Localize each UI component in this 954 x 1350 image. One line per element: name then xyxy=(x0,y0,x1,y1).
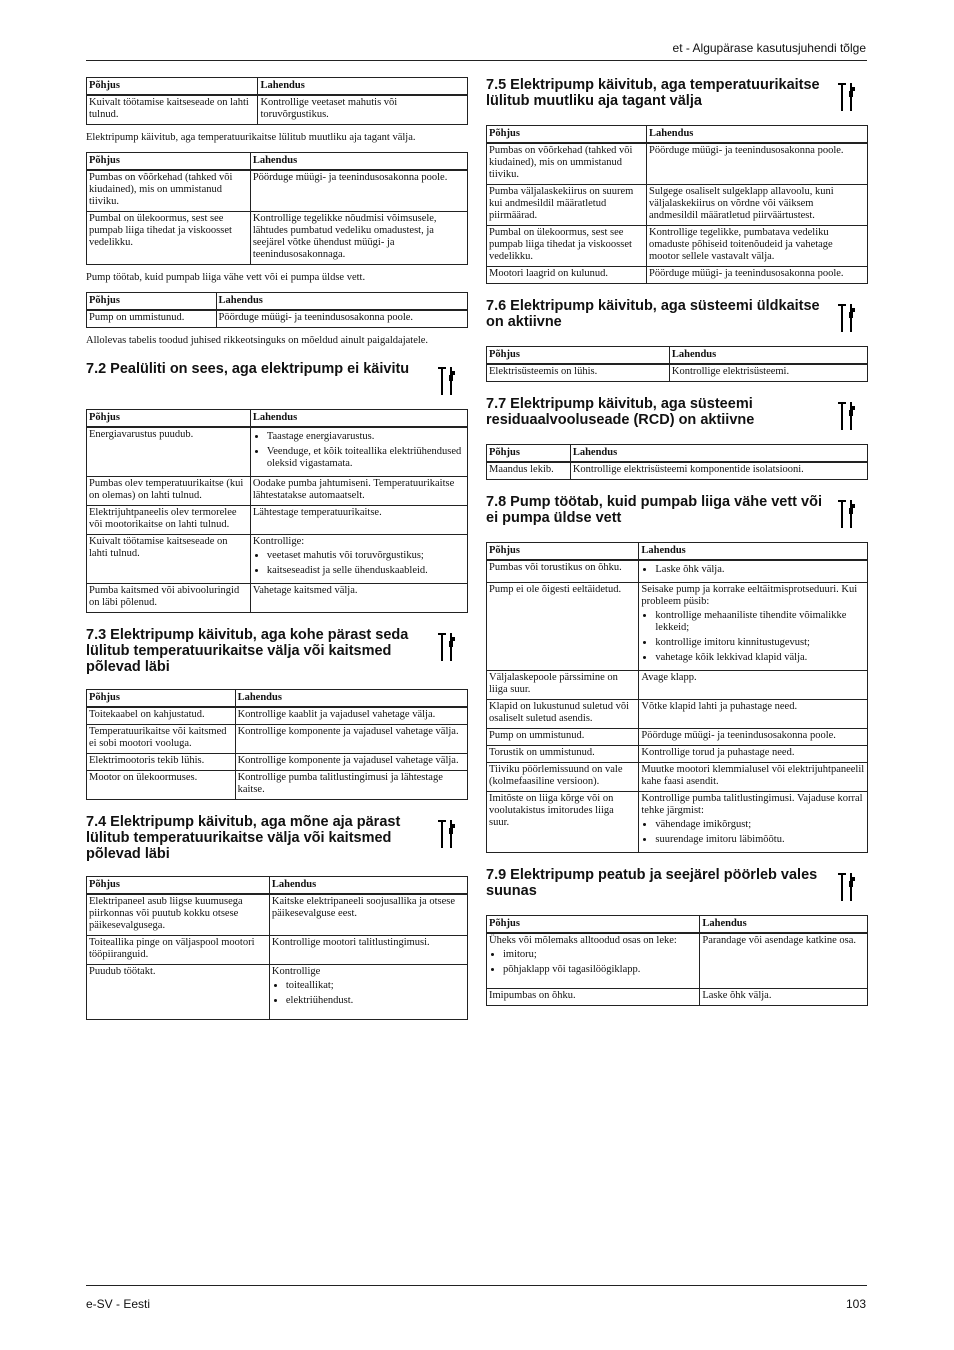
cause-cell: Pumbas olev temperatuurikaitse (kui on olemas) on lahti tulnud. xyxy=(87,477,251,506)
bullet-item: • imitoru; xyxy=(503,949,697,961)
remedy-cell xyxy=(250,427,467,477)
table-row xyxy=(87,427,468,477)
col-remedy: Lahendus xyxy=(235,690,467,708)
remedy-cell: Lähtestage temperatuurikaitse. xyxy=(250,506,467,535)
remedy-cell: Kontrollige veetaset mahutis või toruvõrgustikus. xyxy=(258,95,468,125)
table-row xyxy=(87,725,468,754)
cause-cell: Pumbal on ülekoormus, sest see pumpab liiga tihedat ja viskoosset vedelikku. xyxy=(87,212,251,265)
remedy-cell: Pöörduge müügi- ja teenindusosakonna poole. xyxy=(216,310,467,328)
remedy-cell: Pöörduge müügi- ja teenindusosakonna poole. xyxy=(250,170,467,212)
cause-cell: Elektripaneel asub liigse kuumusega piirkonnas või puutub kokku otsese päikesevalgusega. xyxy=(87,894,270,936)
col-remedy: Lahendus xyxy=(216,293,467,311)
cause-cell: Imipumbas on õhku. xyxy=(487,989,700,1006)
page-number: 103 xyxy=(845,1297,866,1311)
header-rule xyxy=(86,60,867,61)
col-remedy: Lahendus xyxy=(258,78,468,96)
col-cause: Põhjus xyxy=(87,153,251,171)
remedy-text: Seisake pump ja korrake eeltäitmisprotseduuri. Kui probleem püsib: xyxy=(641,584,858,607)
tools-icon xyxy=(838,83,856,111)
table-row xyxy=(487,364,868,382)
col-remedy: Lahendus xyxy=(700,916,868,934)
table-row xyxy=(487,226,868,267)
table-row xyxy=(487,267,868,284)
col-cause: Põhjus xyxy=(87,410,251,428)
note-text: Pump töötab, kuid pumpab liiga vähe vett või ei pumpa üldse vett. xyxy=(86,272,366,283)
table-7-3 xyxy=(86,689,468,800)
table-7-7 xyxy=(486,444,868,480)
cause-cell: Elektrijuhtpaneelis olev termorelee või mootorikaitse on lahti tulnud. xyxy=(87,506,251,535)
cause-cell: Pumba väljalaskekiirus on suurem kui andmesildil määratletud piirmäärad. xyxy=(487,185,647,226)
cause-cell: Pumbas või torustikus on õhku. xyxy=(487,560,639,583)
cause-cell: Pump on ummistunud. xyxy=(487,729,639,746)
cause-cell: Pumba kaitsmed või abivooluringid on läbi põlenud. xyxy=(87,584,251,613)
table-row xyxy=(87,170,468,212)
cause-cell: Imitõste on liiga kõrge või on voolutakistus imitorudes liiga suur. xyxy=(487,792,639,853)
bullet-item: • Taastage energiavarustus. xyxy=(267,431,465,443)
table-row xyxy=(87,754,468,771)
col-cause: Põhjus xyxy=(487,347,670,365)
col-remedy: Lahendus xyxy=(570,445,867,463)
remedy-cell: Muutke mootori klemmialusel või elektrijuhtpaneelil kahe faasi asendit. xyxy=(639,763,868,792)
table-row xyxy=(487,989,868,1006)
table-row xyxy=(87,212,468,265)
col-remedy: Lahendus xyxy=(647,126,868,144)
tools-icon xyxy=(838,500,856,528)
section-heading-7-5 xyxy=(486,77,868,111)
table-row xyxy=(87,965,468,1020)
bullet-item: • põhjaklapp või tagasilöögiklapp. xyxy=(503,964,697,976)
cause-cell: Elektrimootoris tekib lühis. xyxy=(87,754,236,771)
bullet-item: • vähendage imikõrgust; xyxy=(655,819,865,831)
remedy-text: Kontrollige xyxy=(271,966,321,977)
section-title: 7.7 Elektripump käivitub, aga süsteemi residuaalvooluseade (RCD) on aktiivne xyxy=(486,396,755,428)
cause-cell: Toitekaabel on kahjustatud. xyxy=(87,707,236,725)
bullet-item: • vahetage kõik lekkivad klapid välja. xyxy=(655,652,865,664)
remedy-cell: Pöörduge müügi- ja teenindusosakonna poole. xyxy=(647,143,868,185)
cause-cell: Pumbas on võõrkehad (tahked või kiudained), mis on ummistanud tiiviku. xyxy=(87,170,251,212)
table-7-9 xyxy=(486,915,868,1006)
table-7-6 xyxy=(486,346,868,382)
bullet-item: • elektriühendust. xyxy=(286,995,465,1007)
note-text: Allolevas tabelis toodud juhised rikkeotsinguks on mõeldud ainult paigaldajatele. xyxy=(86,335,429,346)
tools-icon xyxy=(838,873,856,901)
bullet-item: • suurendage imitoru läbimõõtu. xyxy=(655,834,865,846)
col-cause: Põhjus xyxy=(487,445,571,463)
cause-cell: Pumbal on ülekoormus, sest see pumpab liiga tihedat ja viskoosset vedelikku. xyxy=(487,226,647,267)
table-7-5 xyxy=(486,125,868,284)
footer-rule xyxy=(86,1285,867,1286)
left-column xyxy=(86,77,468,1020)
bullet-item: • Laske õhk välja. xyxy=(655,564,865,576)
remedy-cell xyxy=(639,792,868,853)
cause-cell: Puudub töötakt. xyxy=(87,965,270,1020)
cause-text: Üheks või mõlemaks alltoodud osas on leke: xyxy=(489,935,677,946)
remedy-cell: Vahetage kaitsmed välja. xyxy=(250,584,467,613)
tools-icon xyxy=(838,304,856,332)
col-cause: Põhjus xyxy=(87,690,236,708)
cause-cell: Pump on ummistunud. xyxy=(87,310,217,328)
table-thermal xyxy=(86,152,468,265)
remedy-cell: Avage klapp. xyxy=(639,671,868,700)
table-row xyxy=(87,477,468,506)
table-row xyxy=(87,894,468,936)
col-remedy: Lahendus xyxy=(269,877,467,895)
cause-cell: Kuivalt töötamise kaitseseade on lahti tulnud. xyxy=(87,535,251,584)
table-row xyxy=(487,763,868,792)
cause-cell: Toiteallika pinge on väljaspool mootori tööpiiranguid. xyxy=(87,936,270,965)
table-row xyxy=(87,584,468,613)
bullet-item: • kontrollige imitoru kinnitustugevust; xyxy=(655,637,865,649)
table-row xyxy=(487,700,868,729)
table-row xyxy=(87,310,468,328)
col-cause: Põhjus xyxy=(87,877,270,895)
remedy-cell xyxy=(639,560,868,583)
remedy-cell: Kontrollige komponente ja vajadusel vahetage välja. xyxy=(235,754,467,771)
remedy-cell: Kaitske elektripaneeli soojusallika ja otsese päikesevalguse eest. xyxy=(269,894,467,936)
col-remedy: Lahendus xyxy=(250,410,467,428)
remedy-cell: Võtke klapid lahti ja puhastage need. xyxy=(639,700,868,729)
table-dry-run xyxy=(86,77,468,125)
table-row xyxy=(487,560,868,583)
table-row xyxy=(487,792,868,853)
col-cause: Põhjus xyxy=(87,78,258,96)
cause-cell: Mootor on ülekoormuses. xyxy=(87,771,236,800)
remedy-cell xyxy=(250,535,467,584)
table-7-8 xyxy=(486,542,868,853)
table-clogged xyxy=(86,292,468,328)
table-row xyxy=(87,936,468,965)
remedy-cell: Laske õhk välja. xyxy=(700,989,868,1006)
cause-cell: Energiavarustus puudub. xyxy=(87,427,251,477)
table-row xyxy=(87,506,468,535)
section-heading-7-6 xyxy=(486,298,868,332)
remedy-cell: Kontrollige elektrisüsteemi komponentide isolatsiooni. xyxy=(570,462,867,480)
cause-cell: Temperatuurikaitse või kaitsmed ei sobi mootori vooluga. xyxy=(87,725,236,754)
cause-cell: Pump ei ole õigesti eeltäidetud. xyxy=(487,583,639,671)
bullet-item: • Veenduge, et kõik toiteallika elektriühendused oleksid vigastamata. xyxy=(267,446,465,470)
remedy-cell: Kontrollige torud ja puhastage need. xyxy=(639,746,868,763)
remedy-cell: Kontrollige tegelikke, pumbatava vedeliku omaduste põhiseid toitenõudeid ja vahetage mootor sellele vastavalt välja. xyxy=(647,226,868,267)
section-heading-7-9 xyxy=(486,867,868,901)
table-row xyxy=(87,535,468,584)
col-remedy: Lahendus xyxy=(250,153,467,171)
remedy-cell: Pöörduge müügi- ja teenindusosakonna poole. xyxy=(647,267,868,284)
bullet-item: • kontrollige mehaaniliste tihendite võimalikke lekkeid; xyxy=(655,610,865,634)
section-heading-7-3 xyxy=(86,627,468,675)
table-row xyxy=(487,143,868,185)
remedy-text: Kontrollige: xyxy=(252,536,305,547)
section-title: 7.6 Elektripump käivitub, aga süsteemi üldkaitse on aktiivne xyxy=(486,298,820,330)
tools-icon xyxy=(438,820,456,848)
remedy-cell: Kontrollige komponente ja vajadusel vahetage välja. xyxy=(235,725,467,754)
section-title: 7.4 Elektripump käivitub, aga mõne aja pärast lülitub temperatuurikaitse välja või kaitsmed põlevad läbi xyxy=(86,814,401,862)
table-row xyxy=(87,771,468,800)
table-7-2 xyxy=(86,409,468,613)
section-heading-7-4 xyxy=(86,814,468,862)
note-text: Elektripump käivitub, aga temperatuurikaitse lülitub muutliku aja tagant välja. xyxy=(86,132,416,143)
col-remedy: Lahendus xyxy=(639,543,868,561)
tools-icon xyxy=(438,367,456,395)
cause-cell: Väljalaskepoole pärssimine on liiga suur. xyxy=(487,671,639,700)
table-row xyxy=(487,671,868,700)
col-cause: Põhjus xyxy=(487,916,700,934)
remedy-cell: Sulgege osaliselt sulgeklapp allavoolu, kuni väljalaskekiirus on võrdne või väiksem andmesildil määratletud piirväärtustest. xyxy=(647,185,868,226)
remedy-cell xyxy=(269,965,467,1020)
remedy-cell: Kontrollige mootori talitlustingimusi. xyxy=(269,936,467,965)
remedy-cell: Kontrollige pumba talitlustingimusi ja lähtestage kaitse. xyxy=(235,771,467,800)
col-cause: Põhjus xyxy=(487,543,639,561)
section-title: 7.3 Elektripump käivitub, aga kohe pärast seda lülitub temperatuurikaitse välja või kaitsmed põlevad läbi xyxy=(86,627,409,675)
section-heading-7-2 xyxy=(86,361,468,395)
cause-cell: Maandus lekib. xyxy=(487,462,571,480)
table-row xyxy=(487,729,868,746)
col-remedy: Lahendus xyxy=(669,347,867,365)
cause-cell xyxy=(487,933,700,989)
table-row xyxy=(487,746,868,763)
tools-icon xyxy=(838,402,856,430)
bullet-item: • kaitseseadist ja selle ühenduskaableid. xyxy=(267,565,465,577)
footer-doc-name: e-SV - Eesti xyxy=(86,1297,151,1311)
table-row xyxy=(487,583,868,671)
section-title: 7.2 Pealüliti on sees, aga elektripump ei käivitu xyxy=(86,361,410,377)
col-cause: Põhjus xyxy=(87,293,217,311)
section-title: 7.9 Elektripump peatub ja seejärel pöörleb vales suunas xyxy=(486,867,818,899)
tools-icon xyxy=(438,633,456,661)
table-row xyxy=(487,462,868,480)
cause-cell: Mootori laagrid on kulunud. xyxy=(487,267,647,284)
table-row xyxy=(487,933,868,989)
section-heading-7-8 xyxy=(486,494,868,528)
cause-cell: Tiiviku pöörlemissuund on vale (kolmefaasiline versioon). xyxy=(487,763,639,792)
cause-cell: Elektrisüsteemis on lühis. xyxy=(487,364,670,382)
table-row xyxy=(87,95,468,125)
remedy-cell: Kontrollige kaablit ja vajadusel vahetage välja. xyxy=(235,707,467,725)
table-row xyxy=(87,707,468,725)
section-heading-7-7 xyxy=(486,396,868,430)
cause-cell: Pumbas on võõrkehad (tahked või kiudained), mis on ummistanud tiiviku. xyxy=(487,143,647,185)
remedy-cell xyxy=(639,583,868,671)
table-7-4 xyxy=(86,876,468,1020)
remedy-text: Kontrollige pumba talitlustingimusi. Vajaduse korral tehke järgmist: xyxy=(641,793,863,816)
cause-cell: Klapid on lukustunud suletud või osaliselt suletud asendis. xyxy=(487,700,639,729)
remedy-cell: Kontrollige elektrisüsteemi. xyxy=(669,364,867,382)
remedy-cell: Oodake pumba jahtumiseni. Temperatuurikaitse lähtestatakse automaatselt. xyxy=(250,477,467,506)
cause-cell: Torustik on ummistunud. xyxy=(487,746,639,763)
bullet-item: • toiteallikat; xyxy=(286,980,465,992)
cause-cell: Kuivalt töötamise kaitseseade on lahti tulnud. xyxy=(87,95,258,125)
table-row xyxy=(487,185,868,226)
section-title: 7.8 Pump töötab, kuid pumpab liiga vähe vett või ei pumpa üldse vett xyxy=(486,494,822,526)
remedy-cell: Kontrollige tegelikke nõudmisi võimsusele, lähtudes pumbatud vedeliku omadustest, ja seejärel võtke ühendust müügi- ja teenindusosakonnaga. xyxy=(250,212,467,265)
col-cause: Põhjus xyxy=(487,126,647,144)
right-column xyxy=(486,77,868,1006)
running-header: et - Algupärase kasutusjuhendi tõlge xyxy=(672,41,866,55)
remedy-cell: Pöörduge müügi- ja teenindusosakonna poole. xyxy=(639,729,868,746)
section-title: 7.5 Elektripump käivitub, aga temperatuurikaitse lülitub muutliku aja tagant välja xyxy=(486,77,820,109)
remedy-cell: Parandage või asendage katkine osa. xyxy=(700,933,868,989)
bullet-item: • veetaset mahutis või toruvõrgustikus; xyxy=(267,550,465,562)
